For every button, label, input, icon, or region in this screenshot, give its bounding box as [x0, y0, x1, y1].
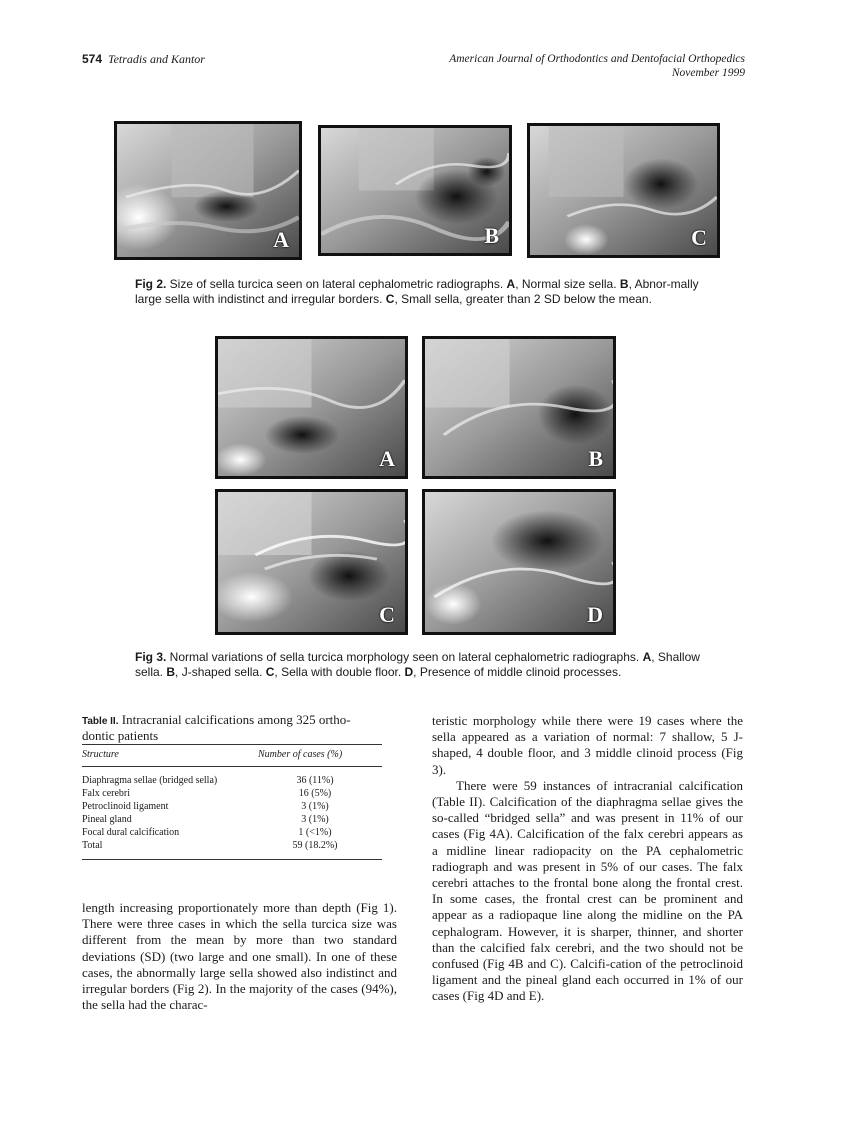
table-row — [82, 840, 382, 852]
radiograph-image — [530, 126, 717, 255]
row-cases: 3 (1%) — [301, 814, 329, 825]
fig3-caption: Fig 3. Normal variations of sella turcica morphology seen on lateral cephalometric radiographs. A, Shallow sella. B, J-shaped sella. C, Sella with double floor. D, Presence of middle clinoid processes. — [135, 650, 700, 679]
paragraph: teristic morphology while there were 19 cases where the sella appeared as a variation of normal: 7 shallow, 5 J-shaped, 4 double floor, and 3 middle clinoid process (Fig 3). — [432, 713, 743, 777]
fig2-caption: Fig 2. Size of sella turcica seen on lateral cephalometric radiographs. A, Normal size sella. B, Abnor-mally large sella with indistinct and irregular borders. C, Small sella, greater than 2 SD below the mean. — [135, 277, 699, 306]
table-bottom-rule — [82, 859, 382, 860]
panel-label: C — [379, 602, 395, 627]
radiograph-image — [425, 339, 613, 476]
paragraph: length increasing proportionately more than depth (Fig 1). There were three cases in which the sella turcica size was different from the mean by more than two standard deviations (SD) (two large and one small). In one of these cases, the abnormally large sella showed also indistinct and irregular borders (Fig 2). In the majority of the cases (94%), the sella had the charac- — [82, 900, 397, 1013]
row-structure: Total — [82, 840, 103, 851]
table-row — [82, 788, 382, 800]
issue-date: November 1999 — [671, 67, 745, 79]
table-row — [82, 801, 382, 813]
fig3-panel-d — [422, 489, 616, 635]
row-structure: Focal dural calcification — [82, 827, 180, 838]
table-col-structure: Structure — [82, 749, 119, 760]
table-row — [82, 827, 382, 839]
body-right-column — [432, 713, 743, 1005]
row-cases: 3 (1%) — [301, 801, 329, 812]
panel-label: D — [587, 602, 603, 627]
radiograph-image — [117, 124, 299, 257]
table-header-rule — [82, 766, 382, 767]
journal-name: American Journal of Orthodontics and Dentofacial Orthopedics — [449, 53, 745, 65]
row-cases: 16 (5%) — [298, 788, 332, 799]
table-row — [82, 814, 382, 826]
radiograph-image — [425, 492, 613, 632]
running-head-authors: Tetradis and Kantor — [108, 52, 205, 66]
radiograph-image — [321, 128, 509, 253]
caption-label: Fig 2. — [135, 277, 167, 291]
row-cases: 1 (<1%) — [298, 827, 332, 838]
fig2-panel-a — [114, 121, 302, 260]
row-structure: Diaphragma sellae (bridged sella) — [82, 775, 218, 786]
panel-label: C — [691, 225, 707, 250]
radiograph-image — [218, 492, 405, 632]
table-top-rule — [82, 744, 382, 745]
running-head-left — [82, 52, 205, 67]
panel-label: B — [484, 223, 499, 248]
row-structure: Falx cerebri — [82, 788, 131, 799]
body-left-column — [82, 900, 397, 1013]
fig3-panel-b — [422, 336, 616, 479]
fig2-panel-c — [527, 123, 720, 258]
row-cases: 59 (18.2%) — [292, 840, 338, 851]
panel-label: A — [273, 227, 289, 252]
fig3-panel-c — [215, 489, 408, 635]
fig2-panel-b — [318, 125, 512, 256]
table-label: Table II. — [82, 716, 119, 727]
table-row — [82, 775, 382, 787]
running-head-right — [449, 52, 745, 80]
table-title: Table II. Intracranial calcifications among 325 ortho-dontic patients — [82, 712, 351, 743]
caption-label: Fig 3. — [135, 650, 167, 664]
fig3-panel-a — [215, 336, 408, 479]
panel-label: A — [379, 446, 395, 471]
row-structure: Pineal gland — [82, 814, 132, 825]
panel-label: B — [588, 446, 603, 471]
row-cases: 36 (11%) — [296, 775, 334, 786]
paragraph: There were 59 instances of intracranial calcification (Table II). Calcification of the diaphragma sellae gives the so-called “bridged sella” and was present in 11% of our cases (Fig 4A). Calcification of the falx cerebri appears as a midline linear radiopacity on the PA cephalometric radiograph and was present in 5% of our cases. The falx cerebri attaches to the frontal bone along the frontal crest. In some cases, the frontal crest can be prominent and appear as a radiopaque line along the midline on the PA cephalogram. However, it is sharper, thinner, and shorter than the calcified falx cerebri, and the two should not be confused (Fig 4B and C). Calcifi-cation of the petroclinoid ligament and the pineal gland each occurred in 1% of our cases (Fig 4D and E). — [432, 777, 743, 1004]
page-number: 574 — [82, 52, 103, 66]
radiograph-image — [218, 339, 405, 476]
row-structure: Petroclinoid ligament — [82, 801, 169, 812]
table-col-cases: Number of cases (%) — [258, 749, 343, 760]
